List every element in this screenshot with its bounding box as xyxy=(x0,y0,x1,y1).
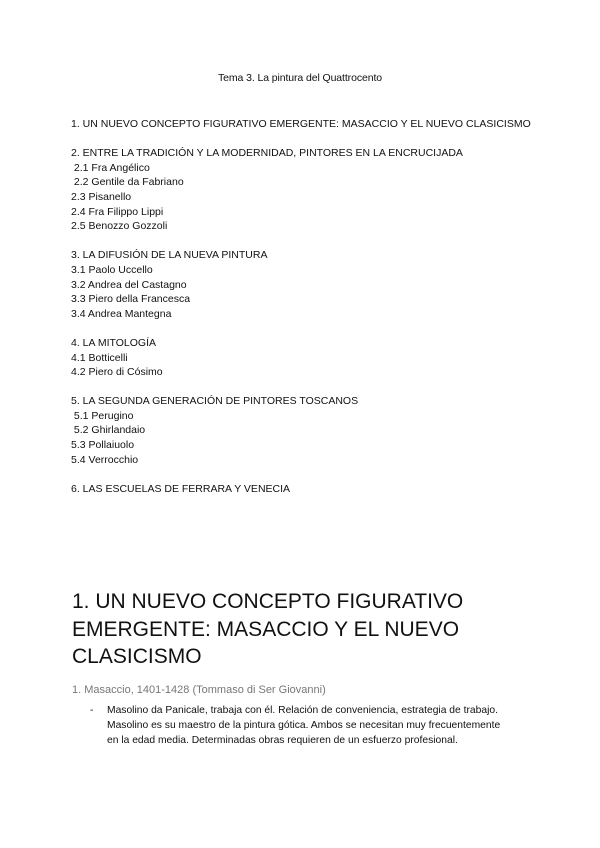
bullet-paragraph xyxy=(90,703,510,748)
toc-item: 4.1 Botticelli xyxy=(71,351,128,364)
toc-heading: 1. UN NUEVO CONCEPTO FIGURATIVO EMERGENTE: MASACCIO Y EL NUEVO CLASICISMO xyxy=(71,118,531,130)
toc-section-3 xyxy=(71,248,531,321)
toc-item: 5.1 Perugino xyxy=(71,409,134,422)
bullet-text: Masolino da Panicale, trabaja con él. Relación de conveniencia, estrategia de trabajo. Masolino es su maestro de la pintura gótica. Ambos se necesitan muy frecuentemente en la edad media. Determinadas obras requieren de un esfuerzo profesional. xyxy=(107,705,501,746)
toc-item: 3.3 Piero della Francesca xyxy=(71,293,191,306)
toc-item: 4.2 Piero di Cósimo xyxy=(71,366,163,379)
toc-section-2 xyxy=(71,146,531,234)
toc-section-1 xyxy=(71,117,531,132)
section-subheading: 1. Masaccio, 1401-1428 (Tommaso di Ser Giovanni) xyxy=(72,684,326,696)
document-title: Tema 3. La pintura del Quattrocento xyxy=(217,72,383,84)
section-heading: 1. UN NUEVO CONCEPTO FIGURATIVO EMERGENTE: MASACCIO Y EL NUEVO CLASICISMO xyxy=(72,590,464,668)
toc-item: 2.4 Fra Filippo Lippi xyxy=(71,205,164,218)
toc-item: 3.2 Andrea del Castagno xyxy=(71,278,187,291)
toc-item: 2.5 Benozzo Gozzoli xyxy=(71,220,168,233)
toc-item: 3.4 Andrea Mantegna xyxy=(71,307,172,320)
bullet-marker: - xyxy=(90,705,94,716)
toc-item: 2.1 Fra Angélico xyxy=(71,161,150,174)
toc-heading: 4. LA MITOLOGÍA xyxy=(71,336,157,349)
toc-item: 2.2 Gentile da Fabriano xyxy=(71,176,184,189)
toc-item: 5.2 Ghirlandaio xyxy=(71,424,146,437)
toc-heading: 3. LA DIFUSIÓN DE LA NUEVA PINTURA xyxy=(71,249,268,262)
toc-heading: 2. ENTRE LA TRADICIÓN Y LA MODERNIDAD, PINTORES EN LA ENCRUCIJADA xyxy=(71,147,463,160)
table-of-contents xyxy=(71,117,531,511)
toc-item: 5.3 Pollaiuolo xyxy=(71,439,135,452)
toc-section-5 xyxy=(71,394,531,467)
toc-section-6 xyxy=(71,482,531,497)
toc-section-4 xyxy=(71,336,531,380)
toc-heading: 6. LAS ESCUELAS DE FERRARA Y VENECIA xyxy=(71,482,291,495)
toc-item: 2.3 Pisanello xyxy=(71,190,132,203)
toc-item: 5.4 Verrocchio xyxy=(71,453,139,466)
toc-heading: 5. LA SEGUNDA GENERACIÓN DE PINTORES TOSCANOS xyxy=(71,395,359,408)
toc-item: 3.1 Paolo Uccello xyxy=(71,263,153,276)
